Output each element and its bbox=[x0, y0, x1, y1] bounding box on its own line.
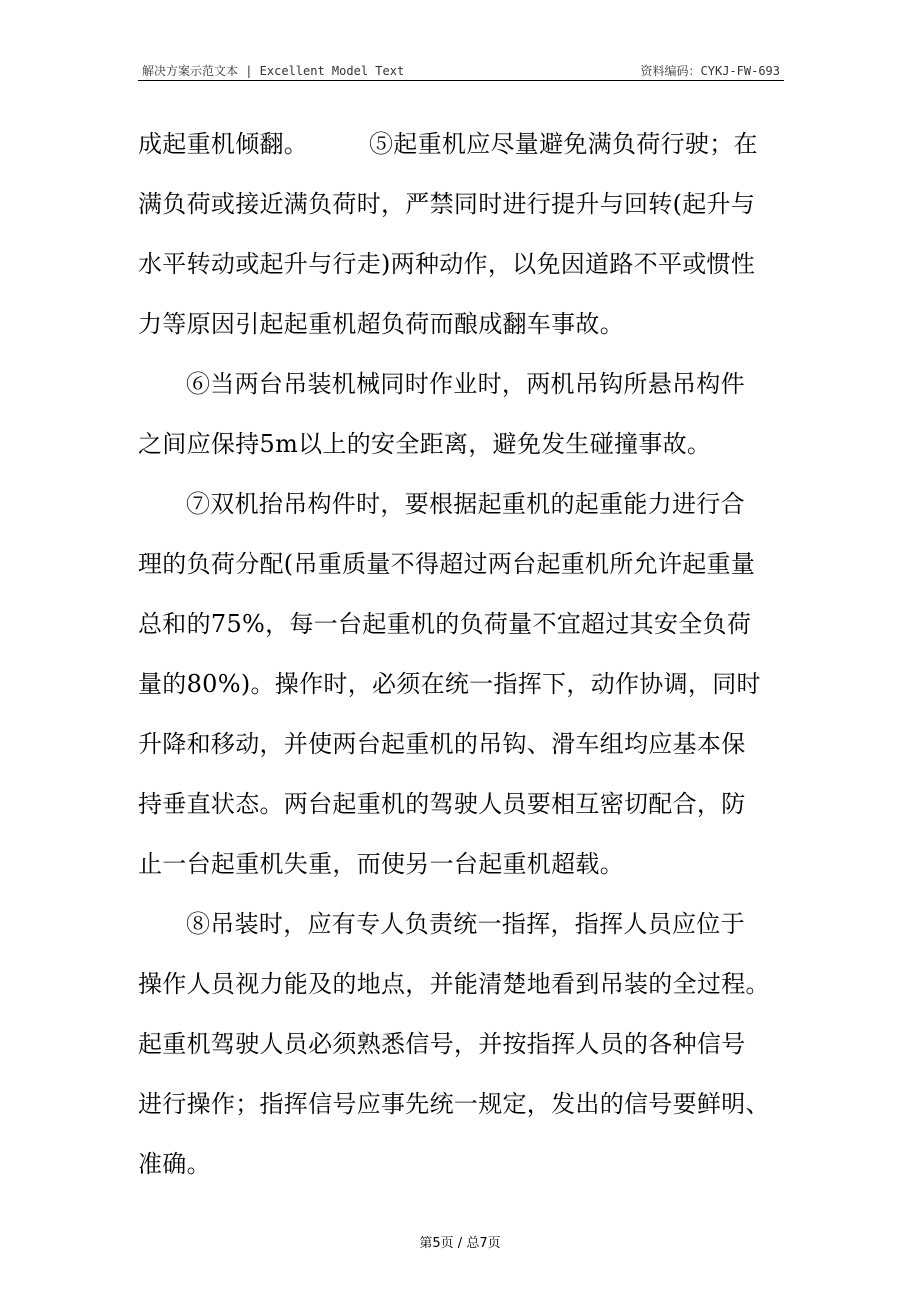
body-line: 操作人员视力能及的地点，并能清楚地看到吊装的全过程。 bbox=[138, 970, 770, 998]
paragraph-start-line: ⑦双机抬吊构件时，要根据起重机的起重能力进行合 bbox=[186, 490, 745, 518]
body-line: 进行操作；指挥信号应事先统一规定，发出的信号要鲜明、 bbox=[138, 1090, 770, 1118]
page-number: 第5页 / 总7页 bbox=[419, 1236, 501, 1251]
body-line: 量的80%)。操作时，必须在统一指挥下，动作协调，同时 bbox=[138, 670, 761, 698]
document-code: 资料编码：CYKJ-FW-693 bbox=[640, 64, 780, 78]
body-line: 成起重机倾翻。 ⑤起重机应尽量避免满负荷行驶；在 bbox=[138, 130, 758, 158]
header-title: 解决方案示范文本 | Excellent Model Text bbox=[142, 64, 405, 78]
body-line: 起重机驾驶人员必须熟悉信号，并按指挥人员的各种信号 bbox=[138, 1030, 746, 1058]
page-header bbox=[138, 62, 784, 81]
document-body bbox=[138, 114, 778, 1194]
body-line: 满负荷或接近满负荷时，严禁同时进行提升与回转(起升与 bbox=[138, 190, 756, 218]
body-line: 总和的75%，每一台起重机的负荷量不宜超过其安全负荷 bbox=[138, 610, 752, 638]
body-line: 准确。 bbox=[138, 1150, 211, 1178]
body-line: 升降和移动，并使两台起重机的吊钩、滑车组均应基本保 bbox=[138, 730, 746, 758]
body-line: 止一台起重机失重，而使另一台起重机超载。 bbox=[138, 850, 624, 878]
body-line: 水平转动或起升与行走)两种动作，以免因道路不平或惯性 bbox=[138, 250, 756, 278]
body-line: 力等原因引起起重机超负荷而酿成翻车事故。 bbox=[138, 310, 624, 338]
body-line: 持垂直状态。两台起重机的驾驶人员要相互密切配合，防 bbox=[138, 790, 746, 818]
body-line: 理的负荷分配(吊重质量不得超过两台起重机所允许起重量 bbox=[138, 550, 756, 578]
page-footer bbox=[0, 1232, 920, 1251]
paragraph-start-line: ⑧吊装时，应有专人负责统一指挥，指挥人员应位于 bbox=[186, 910, 745, 938]
body-line: 之间应保持5m以上的安全距离，避免发生碰撞事故。 bbox=[138, 430, 712, 458]
paragraph-start-line: ⑥当两台吊装机械同时作业时，两机吊钩所悬吊构件 bbox=[186, 370, 745, 398]
